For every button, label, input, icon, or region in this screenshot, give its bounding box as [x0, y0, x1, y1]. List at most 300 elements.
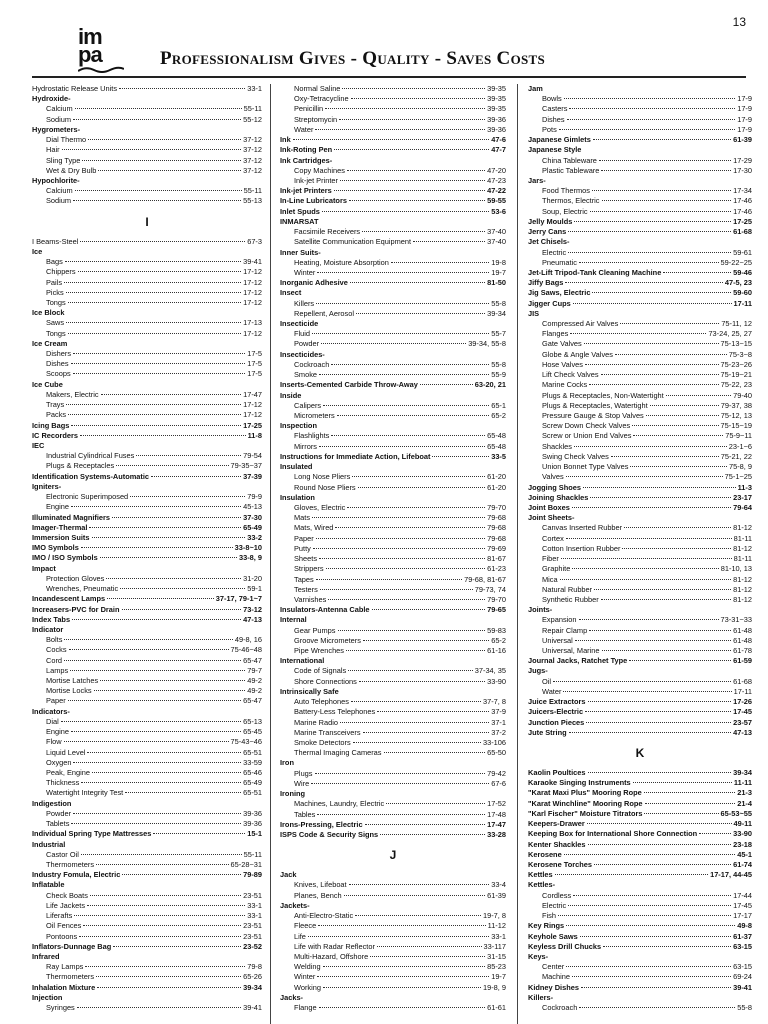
- dot-leader: [359, 681, 485, 682]
- index-term: Mats: [294, 513, 311, 523]
- index-term: Liquid Level: [46, 747, 86, 757]
- dot-leader: [572, 976, 731, 977]
- dot-leader: [125, 792, 241, 793]
- index-page-ref: 47-23: [487, 175, 506, 185]
- dot-leader: [153, 833, 245, 834]
- index-term: Japanese Gimlets: [528, 135, 591, 145]
- index-entry: [32, 441, 262, 451]
- index-page-ref: 17-5: [247, 359, 262, 369]
- index-page-ref: 15-1: [247, 829, 262, 839]
- index-page-ref: 23-51: [243, 890, 262, 900]
- index-term: Gear Pumps: [294, 625, 336, 635]
- dot-leader: [80, 241, 245, 242]
- index-term: IEC: [32, 441, 45, 450]
- index-subentry: [280, 411, 506, 421]
- index-term: Inflatable: [32, 880, 65, 890]
- index-entry: [528, 993, 752, 1003]
- index-term: Intrinsically Safe: [280, 686, 339, 696]
- index-term: In-Line Lubricators: [280, 196, 347, 206]
- dot-leader: [337, 415, 490, 416]
- dot-leader: [317, 976, 489, 977]
- dot-leader: [564, 98, 735, 99]
- dot-leader: [579, 1007, 735, 1008]
- index-term: Anti-Electro-Static: [294, 911, 354, 921]
- index-page-ref: 11-8: [247, 430, 262, 440]
- index-subentry: [280, 431, 506, 441]
- index-entry: [280, 207, 506, 217]
- index-subentry: [32, 186, 262, 196]
- index-subentry: [280, 697, 506, 707]
- index-entry: [32, 380, 262, 390]
- dot-leader: [569, 732, 731, 733]
- index-page-ref: 37-34, 35: [474, 666, 506, 676]
- index-page-ref: 55-9: [491, 370, 506, 380]
- dot-leader: [432, 456, 489, 457]
- index-subentry: [280, 626, 506, 636]
- index-entry: [280, 156, 506, 166]
- index-term: Fiber: [542, 554, 559, 564]
- index-page-ref: 17-12: [243, 328, 262, 338]
- index-term: Bags: [46, 257, 63, 267]
- dot-leader: [633, 435, 723, 436]
- index-subentry: [280, 360, 506, 370]
- dot-leader: [325, 108, 485, 109]
- dot-leader: [564, 854, 736, 855]
- dot-leader: [87, 752, 241, 753]
- dot-leader: [565, 282, 723, 283]
- index-page-ref: 11-3: [737, 482, 752, 492]
- index-page-ref: 17-11: [733, 686, 752, 696]
- index-term: Thermal Imaging Cameras: [294, 748, 382, 758]
- index-entry: [280, 615, 506, 625]
- dot-leader: [644, 813, 718, 814]
- index-term: Jute String: [528, 727, 567, 737]
- dot-leader: [603, 946, 731, 947]
- index-subentry: [280, 258, 506, 268]
- index-term: Insecticide: [280, 319, 319, 329]
- index-entry: [280, 391, 506, 401]
- index-page-ref: 81-10, 13: [720, 564, 752, 574]
- index-entry: [280, 452, 506, 462]
- index-subentry: [528, 687, 752, 697]
- index-term: Hydroxide-: [32, 94, 71, 104]
- index-page-ref: 17-9: [737, 94, 752, 104]
- dot-leader: [68, 302, 241, 303]
- index-page-ref: 31-20: [243, 573, 262, 583]
- index-term: Machines, Laundry, Electric: [294, 799, 385, 809]
- dot-leader: [601, 599, 731, 600]
- index-term: Tablets: [46, 819, 70, 829]
- index-term: Ink-jet Printers: [280, 186, 332, 196]
- dot-leader: [663, 272, 731, 273]
- index-subentry: [280, 472, 506, 482]
- index-page-ref: 47-13: [243, 614, 262, 624]
- index-subentry: [280, 166, 506, 176]
- index-page-ref: 79-68, 81-67: [464, 574, 506, 584]
- index-entry: [280, 656, 506, 666]
- index-entry: [32, 594, 262, 604]
- index-page-ref: 33-59: [243, 757, 262, 767]
- index-term: Individual Spring Type Mattresses: [32, 829, 152, 839]
- dot-leader: [370, 956, 485, 957]
- index-term: Inorganic Adhesive: [280, 278, 348, 288]
- index-term: Cord: [46, 655, 63, 665]
- index-subentry: [280, 237, 506, 247]
- index-entry: [32, 840, 262, 850]
- index-subentry: [280, 503, 506, 513]
- index-term: Calipers: [294, 400, 322, 410]
- dot-leader: [78, 271, 242, 272]
- index-page-ref: 19-8, 9: [482, 982, 506, 992]
- dot-leader: [112, 517, 241, 518]
- index-subentry: [32, 267, 262, 277]
- dot-leader: [589, 630, 731, 631]
- index-page-ref: 75-46~48: [230, 645, 262, 655]
- dot-leader: [122, 874, 241, 875]
- dot-leader: [351, 98, 485, 99]
- index-column-1: [32, 84, 262, 1024]
- index-term: Putty: [294, 543, 311, 553]
- dot-leader: [363, 640, 489, 641]
- index-subentry: [32, 962, 262, 972]
- index-subentry: [528, 472, 752, 482]
- index-subentry: [280, 309, 506, 319]
- dot-leader: [316, 303, 489, 304]
- index-term: Ray Lamps: [46, 962, 84, 972]
- index-term: Inner Suits-: [280, 247, 321, 257]
- index-page-ref: 61-48: [733, 625, 752, 635]
- index-subentry: [528, 534, 752, 544]
- index-page-ref: 59-46: [733, 267, 752, 277]
- index-term: Ice Cream: [32, 338, 68, 348]
- index-page-ref: 17-9: [737, 104, 752, 114]
- index-subentry: [280, 483, 506, 493]
- index-subentry: [280, 575, 506, 585]
- dot-leader: [96, 976, 241, 977]
- index-term: International: [280, 656, 325, 666]
- index-term: Thermometers: [46, 972, 95, 982]
- index-page-ref: 61-39: [487, 890, 506, 900]
- index-entry: [528, 768, 752, 778]
- index-term: Hydrostatic Release Units: [32, 84, 118, 93]
- index-page-ref: 59-60: [733, 288, 752, 298]
- dot-leader: [113, 946, 241, 947]
- dot-leader: [119, 88, 245, 89]
- index-subentry: [280, 115, 506, 125]
- dot-leader: [601, 374, 719, 375]
- index-page-ref: 79-9: [247, 492, 262, 502]
- dot-leader: [81, 854, 242, 855]
- index-entry: [528, 788, 752, 798]
- index-entry: [528, 819, 752, 829]
- index-entry: [280, 605, 506, 615]
- index-subentry: [32, 748, 262, 758]
- index-subentry: [280, 942, 506, 952]
- dot-leader: [88, 139, 241, 140]
- index-subentry: [280, 983, 506, 993]
- dot-leader: [79, 936, 241, 937]
- index-page-ref: 33-90: [487, 676, 506, 686]
- index-term: Journal Jacks, Ratchet Type: [528, 656, 628, 666]
- index-term: Joining Shackles: [528, 492, 589, 502]
- index-page-ref: 79-37, 38: [720, 400, 752, 410]
- dot-leader: [566, 925, 735, 926]
- index-page-ref: 33-8~10: [234, 543, 262, 553]
- index-term: Shackles: [542, 441, 572, 451]
- dot-leader: [622, 548, 731, 549]
- index-term: Ice Cube: [32, 379, 63, 389]
- index-section-letter: K: [635, 746, 645, 760]
- index-page-ref: 17-25: [243, 420, 262, 430]
- dot-leader: [136, 455, 241, 456]
- index-entry: [32, 472, 262, 482]
- index-term: Keeping Box for International Shore Connection: [528, 829, 698, 839]
- dot-leader: [73, 762, 241, 763]
- index-term: Cocks: [46, 645, 67, 655]
- index-term: Mortise Locks: [46, 686, 92, 696]
- dot-leader: [391, 262, 489, 263]
- dot-leader: [560, 579, 731, 580]
- dot-leader: [73, 200, 241, 201]
- index-page-ref: 79-69: [487, 543, 506, 553]
- index-page-ref: 79-64: [733, 502, 752, 512]
- index-term: Life with Radar Reflector: [294, 941, 375, 951]
- index-page-ref: 37-39: [243, 471, 262, 481]
- index-subentry: [528, 636, 752, 646]
- index-term: Graphite: [542, 564, 571, 574]
- index-term: Electric: [542, 247, 567, 257]
- index-term: INMARSAT: [280, 216, 319, 226]
- index-column-3: [528, 84, 752, 1024]
- dot-leader: [355, 915, 481, 916]
- index-page-ref: 79-68: [487, 523, 506, 533]
- index-term: Joint Boxes: [528, 502, 570, 512]
- index-entry: [528, 880, 752, 890]
- index-subentry: [32, 257, 262, 267]
- index-page-ref: 65-1: [491, 400, 506, 410]
- dot-leader: [573, 303, 732, 304]
- logo-text-line1: im: [78, 24, 102, 49]
- index-page-ref: 39-35: [487, 94, 506, 104]
- index-page-ref: 65-26: [243, 972, 262, 982]
- dot-leader: [318, 925, 485, 926]
- dot-leader: [568, 905, 731, 906]
- index-page-ref: 63-15: [733, 962, 752, 972]
- index-subentry: [528, 391, 752, 401]
- index-subentry: [32, 921, 262, 931]
- index-subentry: [32, 104, 262, 114]
- index-page-ref: 65-2: [491, 411, 506, 420]
- index-entry: [528, 697, 752, 707]
- index-term: Igniters-: [32, 481, 62, 491]
- index-page-ref: 75-43~46: [230, 737, 262, 747]
- index-page-ref: 75-19~21: [720, 370, 752, 380]
- dot-leader: [96, 864, 228, 865]
- index-subentry: [280, 513, 506, 523]
- index-term: Thermos, Electric: [542, 196, 600, 206]
- index-term: Wet & Dry Bulb: [46, 165, 97, 175]
- index-subentry: [528, 421, 752, 431]
- index-term: Lift Check Valves: [542, 370, 599, 380]
- index-page-ref: 23-57: [733, 717, 752, 727]
- index-entry: [280, 830, 506, 840]
- index-page-ref: 37-40: [487, 227, 506, 237]
- dot-leader: [569, 108, 735, 109]
- index-subentry: [280, 962, 506, 972]
- index-page-ref: 19-7: [491, 972, 506, 982]
- index-term: Jackets-: [280, 900, 310, 910]
- index-page-ref: 33-1: [247, 900, 262, 910]
- index-page-ref: 73-31~33: [720, 615, 752, 625]
- dot-leader: [323, 405, 489, 406]
- index-subentry: [32, 166, 262, 176]
- index-page-ref: 17-47: [487, 819, 506, 829]
- index-page-ref: 33-117: [483, 941, 506, 951]
- index-subentry: [32, 656, 262, 666]
- index-page-ref: 33-90: [733, 829, 752, 839]
- index-term: Karaoke Singing Instruments: [528, 778, 631, 788]
- index-entry: [528, 237, 752, 247]
- index-term: Oxy-Tetracycline: [294, 94, 349, 104]
- index-term: Inserts-Cemented Carbide Throw-Away: [280, 380, 418, 390]
- index-term: Dishes: [542, 114, 565, 124]
- dot-leader: [315, 129, 485, 130]
- index-subentry: [528, 248, 752, 258]
- index-page-ref: 23-1~6: [728, 441, 752, 451]
- index-entry: [280, 319, 506, 329]
- index-subentry: [32, 666, 262, 676]
- dot-leader: [77, 1007, 241, 1008]
- index-term: Oil: [542, 676, 552, 686]
- dot-leader: [575, 640, 731, 641]
- index-subentry: [32, 635, 262, 645]
- index-term: Fleece: [294, 921, 317, 931]
- index-term: Junction Pieces: [528, 717, 585, 727]
- index-subentry: [528, 585, 752, 595]
- index-subentry: [280, 595, 506, 605]
- index-page-ref: 81-11: [733, 533, 752, 543]
- page-tagline: Professionalism Gives - Quality - Saves Costs: [160, 48, 546, 69]
- index-subentry: [280, 104, 506, 114]
- index-subentry: [32, 156, 262, 166]
- index-entry: [528, 278, 752, 288]
- dot-leader: [572, 568, 718, 569]
- dot-leader: [555, 874, 708, 875]
- index-entry: [280, 380, 506, 390]
- index-term: Kidney Dishes: [528, 982, 579, 992]
- index-term: "Karl Fischer" Moisture Titrators: [528, 808, 643, 818]
- index-subentry: [528, 564, 752, 574]
- dot-leader: [120, 588, 245, 589]
- dot-leader: [566, 966, 731, 967]
- index-subentry: [280, 666, 506, 676]
- index-entry: [528, 850, 752, 860]
- index-page-ref: 59-55: [487, 196, 506, 206]
- index-subentry: [32, 696, 262, 706]
- index-entry: [32, 952, 262, 962]
- dot-leader: [601, 170, 731, 171]
- index-page-ref: 61-23: [487, 564, 506, 574]
- index-term: Wire: [294, 778, 310, 788]
- index-entry: [528, 605, 752, 615]
- index-term: Copy Machines: [294, 165, 345, 175]
- index-page-ref: 33-1: [247, 911, 262, 921]
- index-subentry: [528, 646, 752, 656]
- dot-leader: [574, 221, 731, 222]
- index-term: Iron: [280, 758, 294, 768]
- index-entry: [32, 615, 262, 625]
- index-page-ref: 65-49: [243, 778, 262, 788]
- index-term: Imager-Thermal: [32, 522, 88, 532]
- dot-leader: [372, 609, 486, 610]
- index-page-ref: 81-12: [733, 523, 752, 533]
- index-subentry: [32, 717, 262, 727]
- index-term: IMO Symbols: [32, 543, 79, 553]
- index-page-ref: 21-4: [737, 798, 752, 808]
- dot-leader: [351, 701, 481, 702]
- dot-leader: [349, 200, 485, 201]
- index-page-ref: 65-46: [243, 768, 262, 777]
- dot-leader: [563, 691, 731, 692]
- dot-leader: [342, 88, 485, 89]
- index-subentry: [32, 318, 262, 328]
- index-entry: [32, 543, 262, 553]
- index-subentry: [280, 401, 506, 411]
- index-subentry: [280, 911, 506, 921]
- index-page-ref: 23-51: [243, 921, 262, 931]
- index-term: Jacks-: [280, 992, 304, 1002]
- index-term: Battery-Less Telephones: [294, 707, 376, 717]
- index-page-ref: 73-12: [243, 604, 262, 614]
- dot-leader: [319, 1007, 485, 1008]
- index-subentry: [32, 329, 262, 339]
- index-term: Ink-Roting Pen: [280, 145, 333, 155]
- index-entry: [280, 248, 506, 258]
- index-term: Long Nose Pliers: [294, 472, 351, 482]
- index-term: Liferafts: [46, 911, 73, 921]
- index-term: Gate Valves: [542, 339, 582, 349]
- dot-leader: [71, 363, 246, 364]
- index-page-ref: 63-15: [733, 941, 752, 951]
- index-entry: [280, 145, 506, 155]
- index-term: Globe & Angle Valves: [542, 349, 613, 359]
- index-term: Pneumatic: [542, 257, 577, 267]
- dot-leader: [81, 547, 233, 548]
- index-page-ref: 33-8, 9: [238, 553, 262, 563]
- index-term: Inhalation Mixture: [32, 982, 96, 992]
- index-entry: [32, 94, 262, 104]
- index-page-ref: 79-70: [487, 502, 506, 512]
- index-subentry: [528, 962, 752, 972]
- index-term: Scoops: [46, 369, 71, 379]
- index-page-ref: 39-36: [243, 819, 262, 829]
- index-entry: [528, 493, 752, 503]
- index-subentry: [32, 778, 262, 788]
- index-term: Jet Chisels-: [528, 237, 570, 247]
- index-term: Paper: [294, 533, 314, 543]
- index-page-ref: 17-45: [733, 707, 752, 717]
- index-subentry: [32, 727, 262, 737]
- index-page-ref: 81-12: [733, 543, 752, 553]
- index-page-ref: 61-20: [487, 482, 506, 492]
- index-entry: [280, 135, 506, 145]
- index-term: Expansion: [542, 615, 577, 625]
- index-term: IC Recorders: [32, 430, 79, 440]
- index-term: Tapes: [294, 574, 314, 584]
- dot-leader: [107, 598, 214, 599]
- index-term: Syringes: [46, 1003, 75, 1013]
- index-term: Hose Valves: [542, 359, 583, 369]
